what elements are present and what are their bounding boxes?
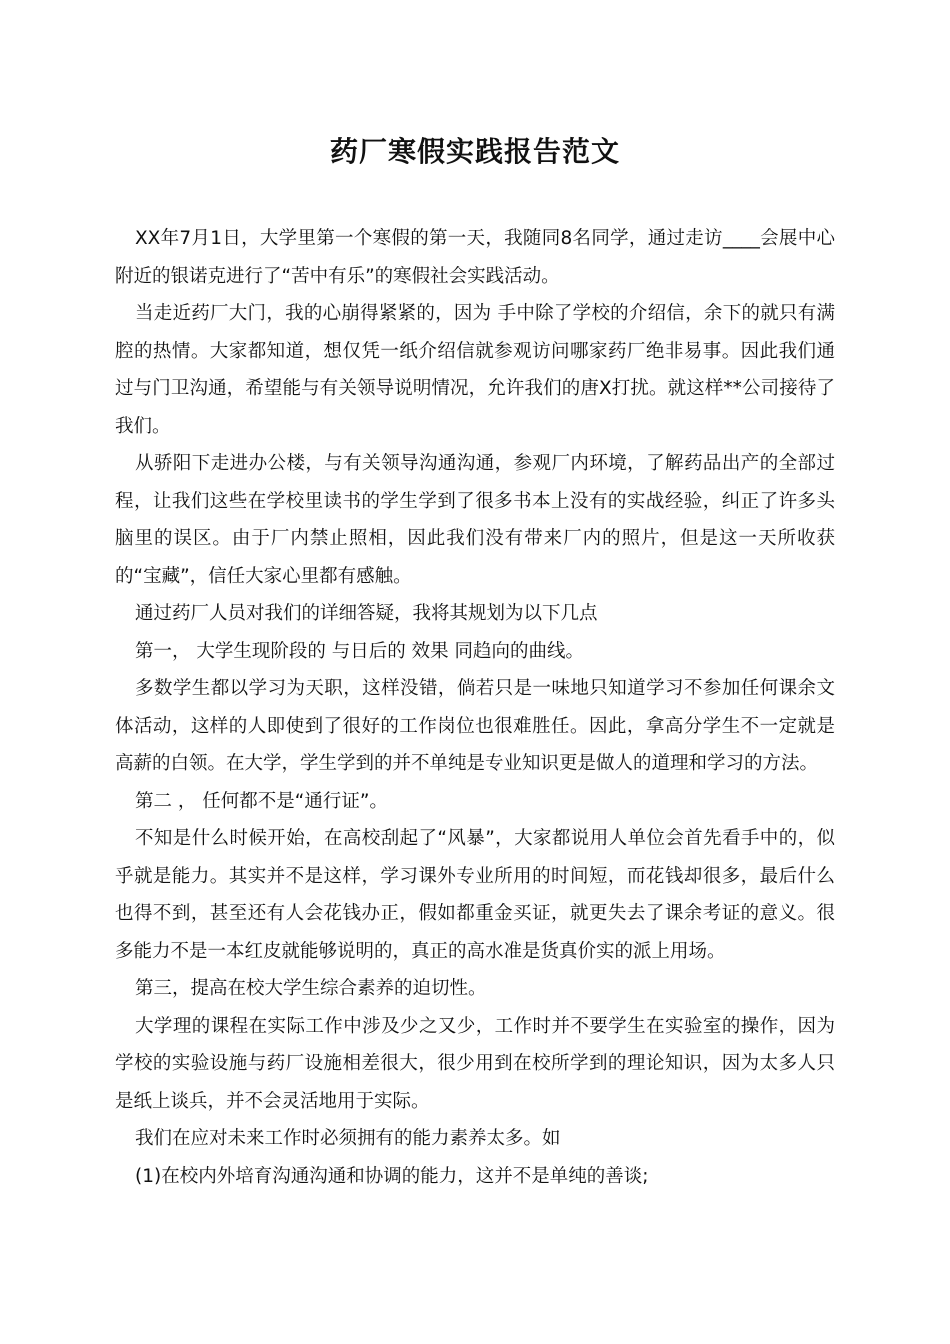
paragraph: 通过药厂人员对我们的详细答疑，我将其规划为以下几点 xyxy=(135,603,598,624)
paragraph: 多数学生都以学习为天职，这样没错，倘若只是一味地只知道学习不参加任何课余文体活动，这样的人即使到了很好的工作岗位也很难胜任。因此，拿高分学生不一定就是高薪的白领。在大学，学生学到的并不单纯是专业知识更是做人的道理和学习的方法。 xyxy=(115,678,835,774)
paragraph: 大学理的课程在实际工作中涉及少之又少，工作时并不要学生在实验室的操作，因为学校的实验设施与药厂设施相差很大，很少用到在校所学到的理论知识，因为太多人只是纸上谈兵，并不会灵活地用于实际。 xyxy=(115,1015,835,1112)
paragraph: 从骄阳下走进办公楼，与有关领导沟通沟通，参观厂内环境，了解药品出产的全部过程，让我们这些在学校里读书的学生学到了很多书本上没有的实战经验，纠正了许多头脑里的误区。由于厂内禁止照相，因此我们没有带来厂内的照片，但是这一天所收获的“宝藏”，信任大家心里都有感触。 xyxy=(115,453,835,587)
paragraph: 第一， 大学生现阶段的 与日后的 效果 同趋向的曲线。 xyxy=(135,640,585,662)
document-title: 药厂寒假实践报告范文 xyxy=(329,135,620,168)
paragraph: 第三，提高在校大学生综合素养的迫切性。 xyxy=(135,978,487,999)
document-body xyxy=(115,220,835,1195)
paragraph: (1)在校内外培育沟通沟通和协调的能力，这并不是单纯的善谈; xyxy=(135,1165,649,1187)
paragraph: 当走近药厂大门，我的心崩得紧紧的，因为 手中除了学校的介绍信，余下的就只有满腔的热情。大家都知道，想仅凭一纸介绍信就参观访问哪家药厂绝非易事。因此我们通过与门卫沟通，希望能与有关领导说明情况，允许我们的唐X打扰。就这样**公司接待了我们。 xyxy=(115,303,835,437)
paragraph: 不知是什么时候开始，在高校刮起了“风暴”，大家都说用人单位会首先看手中的，似乎就是能力。其实并不是这样，学习课外专业所用的时间短，而花钱却很多，最后什么也得不到，甚至还有人会花钱办正，假如都重金买证，就更失去了课余考证的意义。很多能力不是一本红皮就能够说明的，真正的高水准是货真价实的派上用场。 xyxy=(115,828,835,962)
paragraph: 第二 ， 任何都不是“通行证”。 xyxy=(135,790,388,812)
paragraph: XX年7月1日，大学里第一个寒假的第一天，我随同8名同学，通过走访____会展中心附近的银诺克进行了“苦中有乐”的寒假社会实践活动。 xyxy=(115,228,835,287)
paragraph: 我们在应对未来工作时必须拥有的能力素养太多。如 xyxy=(135,1128,561,1149)
